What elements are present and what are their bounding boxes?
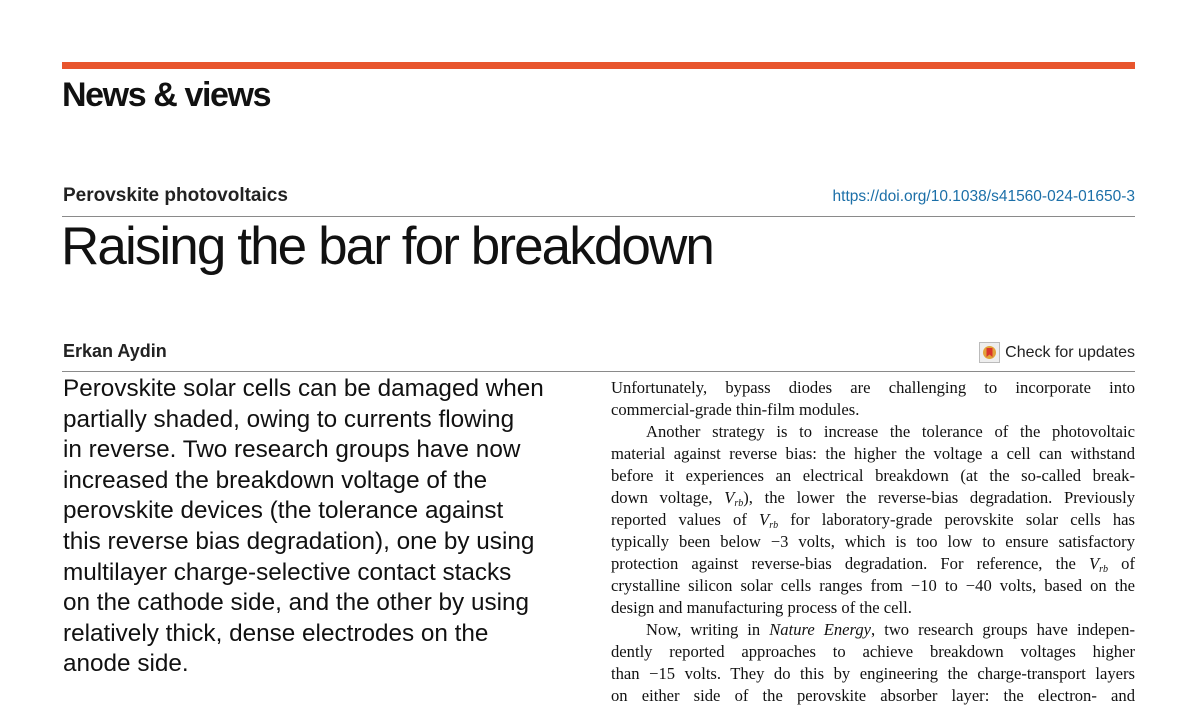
abstract-line: Perovskite solar cells can be damaged when xyxy=(63,375,544,402)
body-line: than −15 volts. They do this by engineering the charge-transport layers xyxy=(611,664,1135,683)
abstract-line: partially shaded, owing to currents flowing xyxy=(63,405,515,433)
doi-link[interactable]: https://doi.org/10.1038/s41560-024-01650-3 xyxy=(832,188,1135,205)
crossmark-icon xyxy=(979,342,1000,363)
topic-kicker: Perovskite photovoltaics xyxy=(63,185,288,206)
abstract-line: anode side. xyxy=(63,650,189,678)
body-line: Another strategy is to increase the tolerance of the photovoltaic xyxy=(646,422,1135,441)
body-line: before it experiences an electrical breakdown (at the so-called break- xyxy=(611,466,1135,485)
standfirst-abstract xyxy=(63,374,563,680)
author-name: Erkan Aydin xyxy=(63,341,167,361)
body-line: down voltage, $V_{rb}$), the lower the reverse-bias degradation. Previously xyxy=(611,488,1135,509)
body-line: design and manufacturing process of the cell. xyxy=(611,598,912,617)
body-line: reported values of $V_{rb}$ for laboratory-grade perovskite solar cells has xyxy=(611,510,1135,531)
body-line: crystalline silicon solar cells ranges from −10 to −40 volts, based on the xyxy=(611,576,1135,595)
abstract-line: on the cathode side, and the other by using xyxy=(63,589,530,617)
body-line: commercial-grade thin-film modules. xyxy=(611,400,860,419)
body-line: Unfortunately, bypass diodes are challenging to incorporate into xyxy=(611,378,1135,397)
byline-divider xyxy=(62,371,1135,372)
article-title: Raising the bar for breakdown xyxy=(61,217,713,276)
vrb-symbol: $V_{rb}$ xyxy=(759,510,779,531)
check-for-updates-label: Check for updates xyxy=(1005,343,1135,361)
body-line: on either side of the perovskite absorber layer: the electron- and xyxy=(611,686,1135,705)
abstract-line: increased the breakdown voltage of the xyxy=(63,466,488,494)
body-line: dently reported approaches to achieve breakdown voltages higher xyxy=(611,642,1135,661)
body-line: material against reverse bias: the higher the voltage a cell can withstand xyxy=(611,444,1135,463)
abstract-line: this reverse bias degradation), one by using xyxy=(63,527,535,555)
abstract-line: multilayer charge-selective contact stacks xyxy=(63,558,512,586)
body-line: Now, writing in Nature Energy, two research groups have indepen- xyxy=(646,620,1135,639)
check-for-updates-button[interactable] xyxy=(979,342,1135,363)
abstract-line: in reverse. Two research groups have now xyxy=(63,436,521,464)
abstract-line: perovskite devices (the tolerance against xyxy=(63,497,504,525)
body-text-column xyxy=(611,377,1135,707)
body-line: protection against reverse-bias degradation. For reference, the $V_{rb}$ of xyxy=(611,554,1135,575)
vrb-symbol: $V_{rb}$ xyxy=(724,488,744,509)
journal-name: Nature Energy xyxy=(769,620,872,639)
abstract-line: relatively thick, dense electrodes on the xyxy=(63,619,489,647)
body-line: typically been below −3 volts, which is too low to ensure satisfactory xyxy=(611,532,1135,551)
vrb-symbol: $V_{rb}$ xyxy=(1088,554,1109,575)
top-accent-bar xyxy=(62,62,1135,69)
section-heading: News & views xyxy=(62,76,271,114)
